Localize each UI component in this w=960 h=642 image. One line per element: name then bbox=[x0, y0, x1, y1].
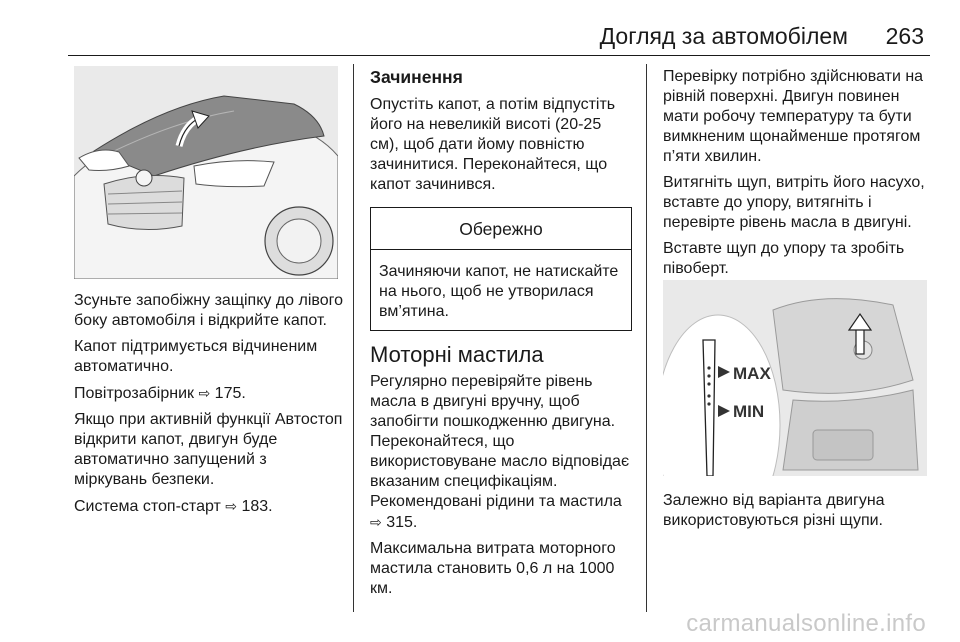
paragraph: Капот підтримується відчиненим автоматично. bbox=[74, 338, 318, 375]
image-caption bbox=[663, 491, 931, 537]
dipstick-max-label: MAX bbox=[733, 364, 771, 383]
cross-reference bbox=[74, 383, 344, 404]
arrow-right-icon: ⇨ bbox=[225, 498, 238, 514]
section-heading-engine-oil: Моторні мастила bbox=[370, 342, 544, 367]
page-number: 263 bbox=[885, 23, 924, 49]
caution-title: Обережно bbox=[371, 208, 631, 250]
header-title: Догляд за автомобілем bbox=[599, 23, 848, 49]
reference-page: 175. bbox=[214, 385, 246, 402]
reference-page: 315. bbox=[386, 514, 418, 531]
left-column bbox=[74, 291, 344, 523]
paragraph: Зсуньте запобіжну защіпку до лівого боку автомобіля і відкрийте капот. bbox=[74, 292, 343, 329]
caution-text: Зачиняючи капот, не натискайте на нього, щоб не утворилася вм’ятина. bbox=[379, 263, 619, 320]
paragraph: Витягніть щуп, витріть його насухо, вставте до упору, витягніть і перевірте рівень масла в двигуні. bbox=[663, 174, 925, 231]
watermark: carmanualsonline.info bbox=[686, 610, 926, 637]
arrow-right-icon: ⇨ bbox=[198, 385, 211, 401]
arrow-right-icon: ⇨ bbox=[370, 514, 382, 530]
page-header bbox=[0, 0, 960, 60]
cross-reference bbox=[74, 496, 344, 517]
dipstick-min-label: MIN bbox=[733, 402, 765, 421]
paragraph: Перевірку потрібно здійснювати на рівній поверхні. Двигун повинен мати робочу температуру та бути вимкненим щонайменше протягом п’яти хвилин. bbox=[663, 68, 924, 165]
column-divider-left bbox=[353, 64, 354, 612]
reference-text: Рекомендовані рідини та мастила bbox=[370, 493, 622, 510]
column-divider-right bbox=[646, 64, 647, 612]
cross-reference bbox=[370, 492, 632, 533]
reference-page: 183. bbox=[241, 498, 273, 515]
header-rule bbox=[68, 55, 930, 56]
caution-box bbox=[370, 207, 632, 331]
reference-text: Система стоп-старт bbox=[74, 498, 221, 515]
section-heading-closing: Зачинення bbox=[370, 67, 463, 87]
paragraph: Якщо при активній функції Автостоп відкрити капот, двигун буде автоматично запущений з міркувань безпеки. bbox=[74, 411, 343, 488]
paragraph: Максимальна витрата моторного мастила становить 0,6 л на 1000 км. bbox=[370, 540, 616, 597]
caption-text: Залежно від варіанта двигуна використовуються різні щупи. bbox=[663, 492, 885, 529]
reference-text: Повітрозабірник bbox=[74, 385, 195, 402]
right-column bbox=[663, 67, 931, 285]
paragraph: Вставте щуп до упору та зробіть півоберт. bbox=[663, 240, 905, 277]
engine-dipstick-illustration bbox=[663, 280, 927, 476]
paragraph: Регулярно перевіряйте рівень масла в двигуні вручну, щоб запобігти пошкодженню двигуна. Переконайтеся, що використовуване масло відповідає вказаним специфікаціям. bbox=[370, 373, 630, 490]
car-hood-illustration bbox=[74, 66, 338, 279]
middle-column bbox=[370, 67, 632, 605]
paragraph: Опустіть капот, а потім відпустіть його на невеликій висоті (20-25 см), щоб дати йому повністю зачинитися. Переконайтеся, що капот зачинився. bbox=[370, 96, 616, 193]
